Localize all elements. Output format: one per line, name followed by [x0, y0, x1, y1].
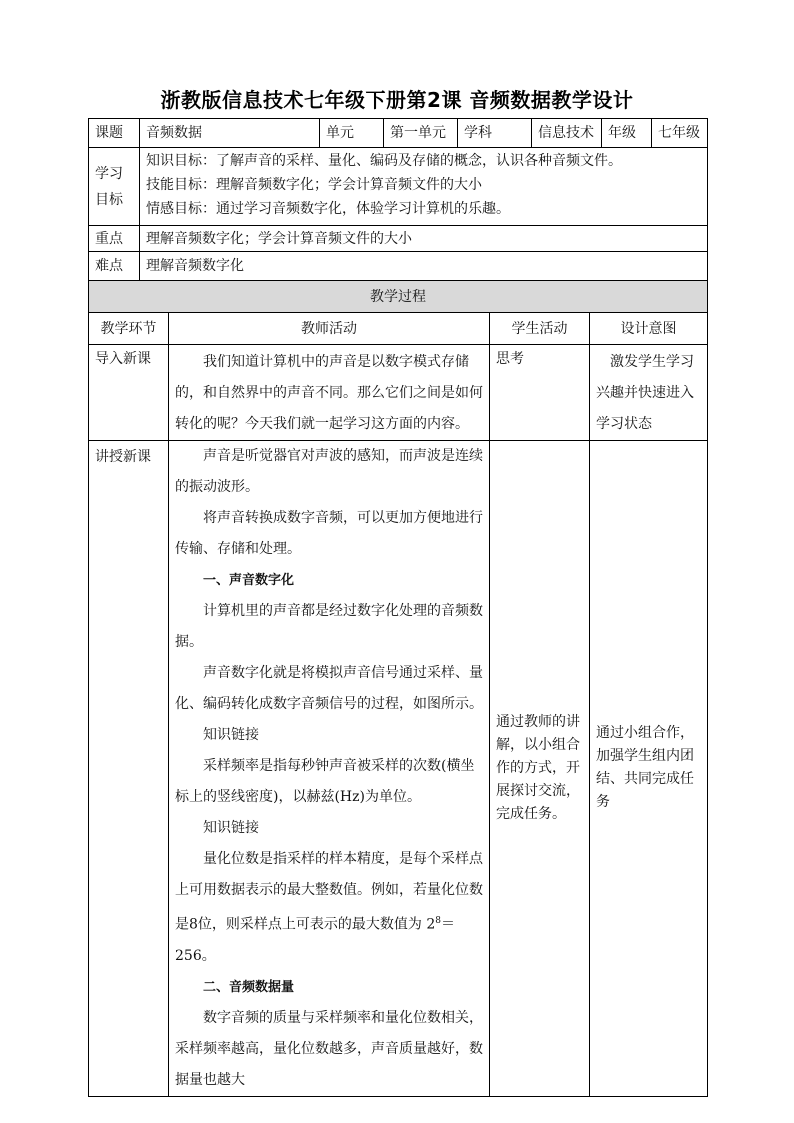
knowledge-link-1: 知识链接 [203, 727, 259, 743]
lesson-info-table [88, 118, 708, 281]
intro-student: 思考 [490, 345, 590, 441]
lecture-p6 [175, 844, 483, 972]
unit-value: 第一单元 [384, 119, 458, 148]
lecture-p4: 声音数字化就是将模拟声音信号通过采样、量化、编码转化成数字音频信号的过程，如图所示。 [175, 665, 483, 712]
lecture-p5: 采样频率是指每秒钟声音被采样的次数(横坐标上的竖线密度)，以赫兹(Hz)为单位。 [175, 758, 475, 805]
key-value: 理解音频数字化；学会计算音频文件的大小 [140, 226, 708, 252]
objectives-cell [140, 148, 708, 226]
teaching-process-table [88, 280, 708, 1097]
objectives-row [89, 148, 708, 226]
difficulty-value: 理解音频数字化 [140, 252, 708, 281]
lecture-p6-result: ＝256。 [175, 916, 455, 964]
key-label: 重点 [89, 226, 140, 252]
lecture-p6-exponent: 8 [435, 916, 441, 926]
column-stage: 教学环节 [89, 313, 169, 345]
intro-teacher-cell [169, 345, 490, 441]
subject-label: 学科 [458, 119, 532, 148]
lecture-stage: 讲授新课 [89, 441, 169, 1097]
section-heading-digitization: 一、声音数字化 [203, 573, 295, 588]
intro-teacher-text: 我们知道计算机中的声音是以数字模式存储的，和自然界中的声音不同。那么它们之间是如何转化的呢？今天我们就一起学习这方面的内容。 [175, 354, 483, 432]
document-title: 浙教版信息技术七年级下册第2课 音频数据教学设计 [160, 88, 634, 112]
objective-knowledge: 知识目标：了解声音的采样、量化、编码及存储的概念，认识各种音频文件。 [146, 153, 622, 169]
section-heading-data-volume: 二、音频数据量 [203, 979, 295, 995]
topic-row [89, 119, 708, 148]
objective-emotion: 情感目标：通过学习音频数字化，体验学习计算机的乐趣。 [146, 201, 510, 217]
difficulty-label: 难点 [89, 252, 140, 281]
objective-skill: 技能目标：理解音频数字化；学会计算音频文件的大小 [146, 177, 482, 193]
intro-row [89, 345, 708, 441]
column-intent: 设计意图 [590, 313, 708, 345]
topic-value: 音频数据 [140, 119, 320, 148]
grade-label: 年级 [602, 119, 652, 148]
process-header: 教学过程 [89, 281, 708, 313]
objectives-label: 学习目标 [89, 148, 140, 226]
process-header-row [89, 281, 708, 313]
column-teacher: 教师活动 [169, 313, 490, 345]
lecture-p1: 声音是听觉器官对声波的感知，而声波是连续的振动波形。 [175, 448, 483, 495]
knowledge-link-2: 知识链接 [203, 820, 259, 836]
key-row [89, 226, 708, 252]
lecture-p7: 数字音频的质量与采样频率和量化位数相关，采样频率越高，量化位数越多，声音质量越好，数据量也越大 [175, 1009, 483, 1088]
lecture-intent: 通过小组合作，加强学生组内团结、共同完成任务 [590, 441, 708, 1097]
unit-label: 单元 [320, 119, 384, 148]
topic-label: 课题 [89, 119, 140, 148]
intro-intent: 激发学生学习兴趣并快速进入学习状态 [590, 345, 708, 441]
subject-value: 信息技术 [532, 119, 602, 148]
lecture-student: 通过教师的讲解，以小组合作的方式，开展探讨交流，完成任务。 [490, 441, 590, 1097]
column-header-row [89, 313, 708, 345]
intro-stage: 导入新课 [89, 345, 169, 441]
lecture-p2: 将声音转换成数字音频，可以更加方便地进行传输、存储和处理。 [175, 510, 483, 557]
lecture-row [89, 441, 708, 1097]
column-student: 学生活动 [490, 313, 590, 345]
grade-value: 七年级 [652, 119, 708, 148]
lecture-teacher-cell [169, 441, 490, 1097]
difficulty-row [89, 252, 708, 281]
lecture-p3: 计算机里的声音都是经过数字化处理的音频数据。 [175, 603, 483, 650]
lecture-p6-main: 量化位数是指采样的样本精度，是每个采样点上可用数据表示的最大整数值。例如，若量化位数是8位，则采样点上可表示的最大数值为 2 [175, 851, 483, 933]
